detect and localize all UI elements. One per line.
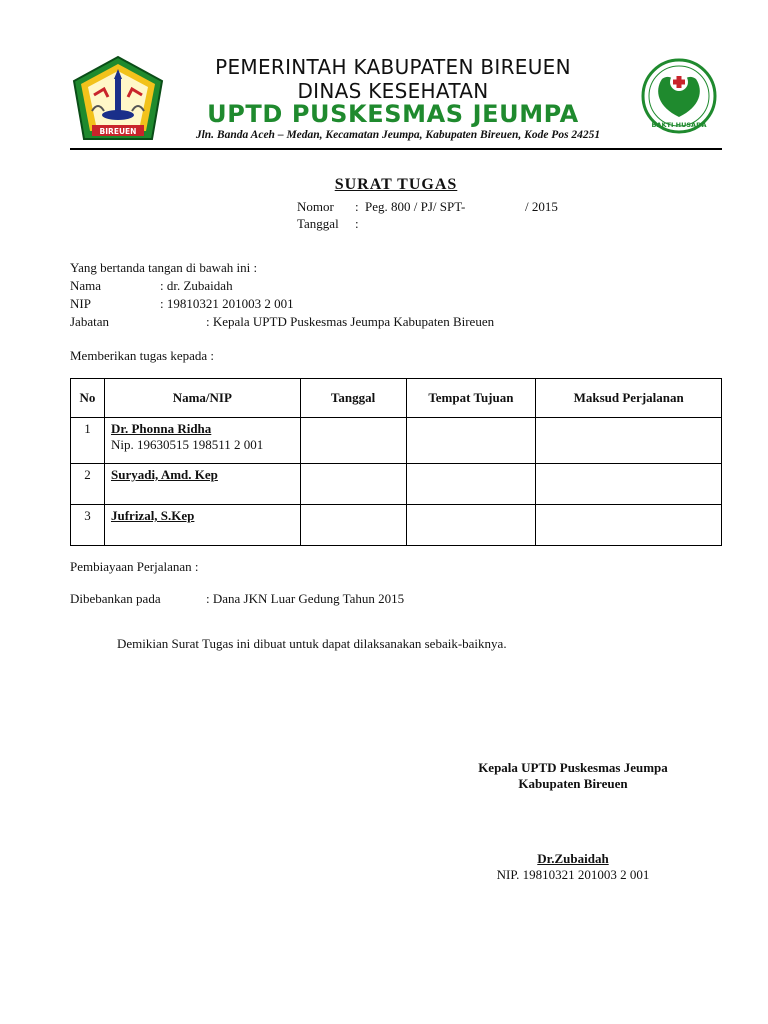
row-purpose — [536, 464, 722, 505]
funding-value: : Dana JKN Luar Gedung Tahun 2015 — [206, 591, 405, 606]
signer-position-label: Jabatan — [70, 314, 109, 329]
header-line-3: UPTD PUSKESMAS JEUMPA — [207, 100, 579, 128]
nomor-separator: : — [355, 199, 359, 214]
col-header-name: Nama/NIP — [104, 379, 300, 418]
bireuen-logo-text: BIREUEN — [99, 127, 137, 136]
signer-name-label: Nama — [70, 278, 102, 293]
signature-nip: NIP. 19810321 201003 2 001 — [496, 867, 650, 882]
row-destination — [406, 418, 536, 464]
assign-text: Memberikan tugas kepada : — [70, 348, 215, 363]
col-header-purpose: Maksud Perjalanan — [536, 379, 722, 418]
row-no: 1 — [71, 418, 105, 464]
bakti-husada-logo-text: BAKTI HUSADA — [651, 121, 707, 129]
nomor-value: Peg. 800 / PJ/ SPT- — [365, 199, 466, 214]
funding-label: Dibebankan pada — [70, 591, 161, 606]
row-date — [300, 464, 406, 505]
row-destination — [406, 505, 536, 546]
funding-title: Pembiayaan Perjalanan : — [70, 559, 199, 574]
tanggal-separator: : — [355, 216, 359, 231]
table-row — [71, 418, 722, 464]
row-name: Jufrizal, S.Kep — [110, 508, 195, 523]
row-no: 2 — [71, 464, 105, 505]
signer-nip-label: NIP — [70, 296, 91, 311]
signature-position-2: Kabupaten Bireuen — [518, 776, 628, 791]
header-address: Jln. Banda Aceh – Medan, Kecamatan Jeumpa, Kabupaten Bireuen, Kode Pos 24251 — [195, 129, 601, 141]
row-date — [300, 418, 406, 464]
bireuen-logo-icon — [72, 55, 164, 141]
signer-position-value: : Kepala UPTD Puskesmas Jeumpa Kabupaten Bireuen — [206, 314, 495, 329]
col-header-no: No — [71, 379, 105, 418]
nomor-year: / 2015 — [525, 199, 558, 214]
closing-text: Demikian Surat Tugas ini dibuat untuk dapat dilaksanakan sebaik-baiknya. — [117, 636, 507, 651]
header-line-1: PEMERINTAH KABUPATEN BIREUEN — [215, 55, 571, 79]
intro-text: Yang bertanda tangan di bawah ini : — [70, 260, 258, 275]
row-name: Dr. Phonna Ridha — [110, 421, 212, 436]
row-purpose — [536, 505, 722, 546]
table-header-row — [71, 379, 722, 418]
col-header-destination: Tempat Tujuan — [406, 379, 536, 418]
col-header-date: Tanggal — [300, 379, 406, 418]
table-row — [71, 505, 722, 546]
signature-name: Dr.Zubaidah — [537, 851, 609, 866]
tanggal-label: Tanggal — [297, 216, 339, 231]
row-name: Suryadi, Amd. Kep — [110, 467, 218, 482]
row-name-cell — [104, 464, 300, 505]
assignment-table — [70, 378, 722, 546]
bakti-husada-logo-icon — [640, 55, 718, 137]
header-line-2: DINAS KESEHATAN — [297, 79, 489, 103]
signature-position-1: Kepala UPTD Puskesmas Jeumpa — [478, 760, 668, 775]
row-date — [300, 505, 406, 546]
document-title: SURAT TUGAS — [334, 176, 458, 193]
table-row — [71, 464, 722, 505]
header-divider — [70, 148, 722, 150]
row-nip: Nip. 19630515 198511 2 001 — [110, 437, 264, 452]
row-destination — [406, 464, 536, 505]
row-purpose — [536, 418, 722, 464]
row-no: 3 — [71, 505, 105, 546]
nomor-label: Nomor — [297, 199, 334, 214]
row-name-cell — [104, 418, 300, 464]
signer-nip-value: : 19810321 201003 2 001 — [160, 296, 294, 311]
signer-name-value: : dr. Zubaidah — [160, 278, 233, 293]
row-name-cell — [104, 505, 300, 546]
